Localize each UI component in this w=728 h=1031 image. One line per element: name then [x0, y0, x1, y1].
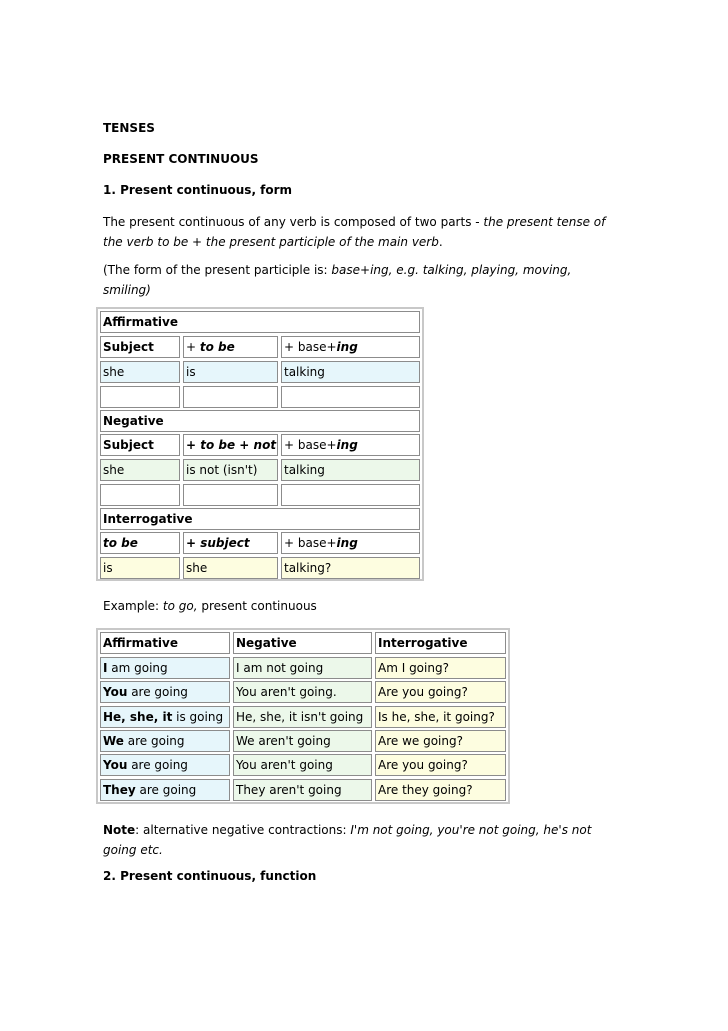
- negative-cell: You aren't going: [233, 754, 372, 776]
- negative-cell: We aren't going: [233, 730, 372, 752]
- subject-pronoun: You: [103, 685, 128, 700]
- empty-cell: [281, 386, 420, 408]
- intro-paragraph: [103, 212, 643, 252]
- affirmative-cell: [100, 730, 230, 752]
- verb-phrase: are going: [127, 685, 188, 700]
- empty-cell: [183, 386, 278, 408]
- negative-cell: I am not going: [233, 657, 372, 679]
- int-header-tobe: to be: [100, 532, 180, 554]
- aff-header-subject: Subject: [100, 336, 180, 358]
- interrogative-title: Interrogative: [100, 508, 420, 530]
- verb-phrase: are going: [123, 733, 185, 748]
- participle-em-1: base+ing, e.g. talking, playing, moving,: [331, 263, 572, 277]
- neg-cell-subject: she: [100, 459, 180, 481]
- subject-pronoun: We: [103, 733, 124, 748]
- neg-header-tobe-not: + to be + not: [183, 434, 278, 456]
- form-table: [96, 307, 424, 581]
- participle-paragraph: [103, 260, 643, 300]
- neg-header-base: + base+ing: [281, 434, 420, 456]
- heading-function: 2. Present continuous, function: [103, 869, 317, 883]
- interrogative-cell: Are they going?: [375, 779, 506, 801]
- aff-cell-subject: she: [100, 361, 180, 383]
- heading-form: 1. Present continuous, form: [103, 183, 293, 197]
- affirmative-cell: [100, 779, 230, 801]
- intro-em-2: the verb to be + the present participle of the main verb: [103, 235, 439, 249]
- note-paragraph: Note: alternative negative contractions: I'm not going, you're not going, he's not going etc.: [103, 823, 592, 857]
- negative-title: Negative: [100, 410, 420, 432]
- col-header-interrogative: Interrogative: [375, 632, 506, 654]
- intro-text: The present continuous of any verb is composed of two parts -: [103, 215, 484, 229]
- empty-cell: [100, 484, 180, 506]
- subject-pronoun: I: [103, 661, 108, 675]
- interrogative-cell: Are you going?: [375, 681, 506, 703]
- int-cell-verb: talking?: [281, 557, 420, 579]
- empty-cell: [183, 484, 278, 506]
- neg-cell-verb: talking: [281, 459, 420, 481]
- verb-phrase: am going: [107, 661, 168, 675]
- doc-title: TENSES: [103, 121, 155, 135]
- int-header-subject: + subject: [183, 532, 278, 554]
- negative-cell: They aren't going: [233, 779, 372, 801]
- note-label: Note: [103, 823, 136, 837]
- example-line: Example: to go, present continuous: [103, 599, 317, 613]
- aff-header-tobe: + to be: [183, 336, 278, 358]
- verb-phrase: is going: [172, 709, 224, 724]
- verb-phrase: are going: [127, 758, 188, 773]
- neg-header-subject: Subject: [100, 434, 180, 456]
- int-cell-subject: she: [183, 557, 278, 579]
- participle-text: (The form of the present participle is:: [103, 263, 332, 277]
- empty-cell: [100, 386, 180, 408]
- int-cell-tobe: is: [100, 557, 180, 579]
- intro-end: .: [438, 235, 443, 249]
- intro-em-1: the present tense of: [483, 215, 606, 229]
- negative-cell: You aren't going.: [233, 681, 372, 703]
- col-header-negative: Negative: [233, 632, 372, 654]
- empty-cell: [281, 484, 420, 506]
- neg-cell-tobe: is not (isn't): [183, 459, 278, 481]
- interrogative-cell: Am I going?: [375, 657, 506, 679]
- conjugation-table: [96, 628, 510, 804]
- affirmative-title: Affirmative: [100, 311, 420, 333]
- affirmative-cell: [100, 657, 230, 679]
- affirmative-cell: [100, 706, 230, 728]
- subject-pronoun: They: [103, 782, 136, 797]
- subject-pronoun: You: [103, 758, 128, 773]
- col-header-affirmative: Affirmative: [100, 632, 230, 654]
- interrogative-cell: Is he, she, it going?: [375, 706, 506, 728]
- affirmative-cell: [100, 754, 230, 776]
- verb-phrase: are going: [135, 782, 197, 797]
- negative-cell: He, she, it isn't going: [233, 706, 372, 728]
- interrogative-cell: Are you going?: [375, 754, 506, 776]
- section-title: PRESENT CONTINUOUS: [103, 152, 259, 166]
- aff-cell-verb: talking: [281, 361, 420, 383]
- participle-em-2: smiling): [103, 283, 151, 297]
- aff-cell-tobe: is: [183, 361, 278, 383]
- affirmative-cell: [100, 681, 230, 703]
- interrogative-cell: Are we going?: [375, 730, 506, 752]
- int-header-base: + base+ing: [281, 532, 420, 554]
- subject-pronoun: He, she, it: [103, 709, 173, 724]
- aff-header-base: + base+ing: [281, 336, 420, 358]
